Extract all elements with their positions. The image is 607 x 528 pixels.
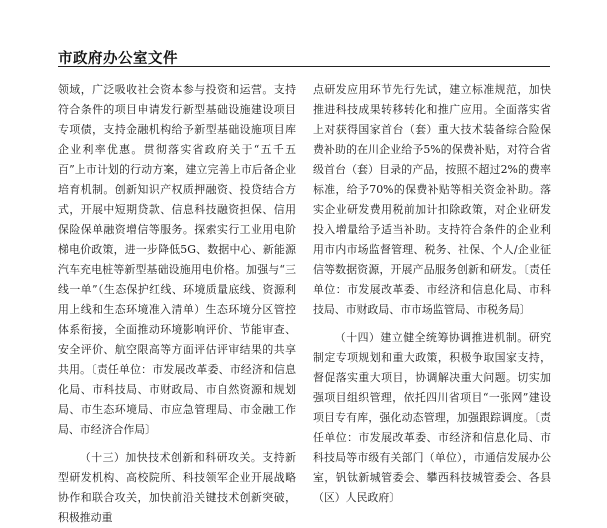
section-heading-13: （十三）加快技术创新和科研攻关。 <box>79 451 263 464</box>
document-header-title: 市政府办公室文件 <box>58 51 178 67</box>
header-rule <box>58 66 550 67</box>
right-column <box>313 80 551 508</box>
right-paragraph-1: 点研发应用环节先行先试，建立标准规范，加快推进科技成果转移转化和推广应用。全面落实省上对获得国家首台（套）重大技术装备综合险保费补助的在川企业给予5%的保费补贴，对符合省级首台（套）目录的产品，按照不超过2%的费率标准，给予70%的保费补贴等相关资金补助。落实企业研发费用税前加计扣除政策，对企业研发投入增量给予适当补助。支持符合条件的企业利用市内市场监督管理、税务、社保、个人/企业征信等数据资源，开展产品服务创新和研发。〔责任单位：市发展改革委、市经济和信息化局、市科技局、市财政局、市市场监管局、市税务局〕 <box>313 83 551 316</box>
section-heading-14: （十四）建立健全统筹协调推进机制。 <box>334 331 529 344</box>
left-column <box>58 80 296 528</box>
paragraph-gap <box>58 440 296 448</box>
left-paragraph-2-body: 支持新型研发机构、高校院所、科技领军企业开展战略协作和联合攻关，加快前沿关键技术创新突破，积极推动重 <box>58 451 296 524</box>
right-paragraph-2-body: 研究制定专项规划和重大政策，积极争取国家支持，督促落实重大项目，协调解决重大问题。切实加强项目组织管理，依托四川省项目“一张网”建设项目专有库，强化动态管理，加强跟踪调度。〔责任单位：市发展改革委、市经济和信息化局、市科技局等市级有关部门（单位），市通信发展办公室，钒钛新城管委会、攀西科技城管委会、各县（区）人民政府〕 <box>313 331 551 504</box>
paragraph-gap <box>313 320 551 328</box>
right-paragraph-2 <box>313 328 551 508</box>
left-paragraph-2 <box>58 448 296 528</box>
left-paragraph-1: 领域，广泛吸收社会资本参与投资和运营。支持符合条件的项目申请发行新型基础设施建设项目专项债，支持金融机构给予新型基础设施项目库企业利率优惠。贯彻落实省政府关于“五千五百”上市计划的行动方案，建立完善上市后备企业培育机制。创新知识产权质押融资、投贷结合方式，开展中短期贷款、信息科技融资担保、信用保险保单融资增信等服务。探索实行工业用电阶梯电价政策，进一步降低5G、数据中心、新能源汽车充电桩等新型基础设施用电价格。加强与“三线一单”（生态保护红线、环境质量底线、资源利用上线和生态环境准入清单）生态环境分区管控体系衔接，全面推动环境影响评价、节能审查、安全评价、航空限高等方面评估评审结果的共享共用。〔责任单位：市发展改革委、市经济和信息化局、市科技局、市财政局、市自然资源和规划局、市生态环境局、市应急管理局、市金融工作局、市经济合作局〕 <box>58 83 296 436</box>
